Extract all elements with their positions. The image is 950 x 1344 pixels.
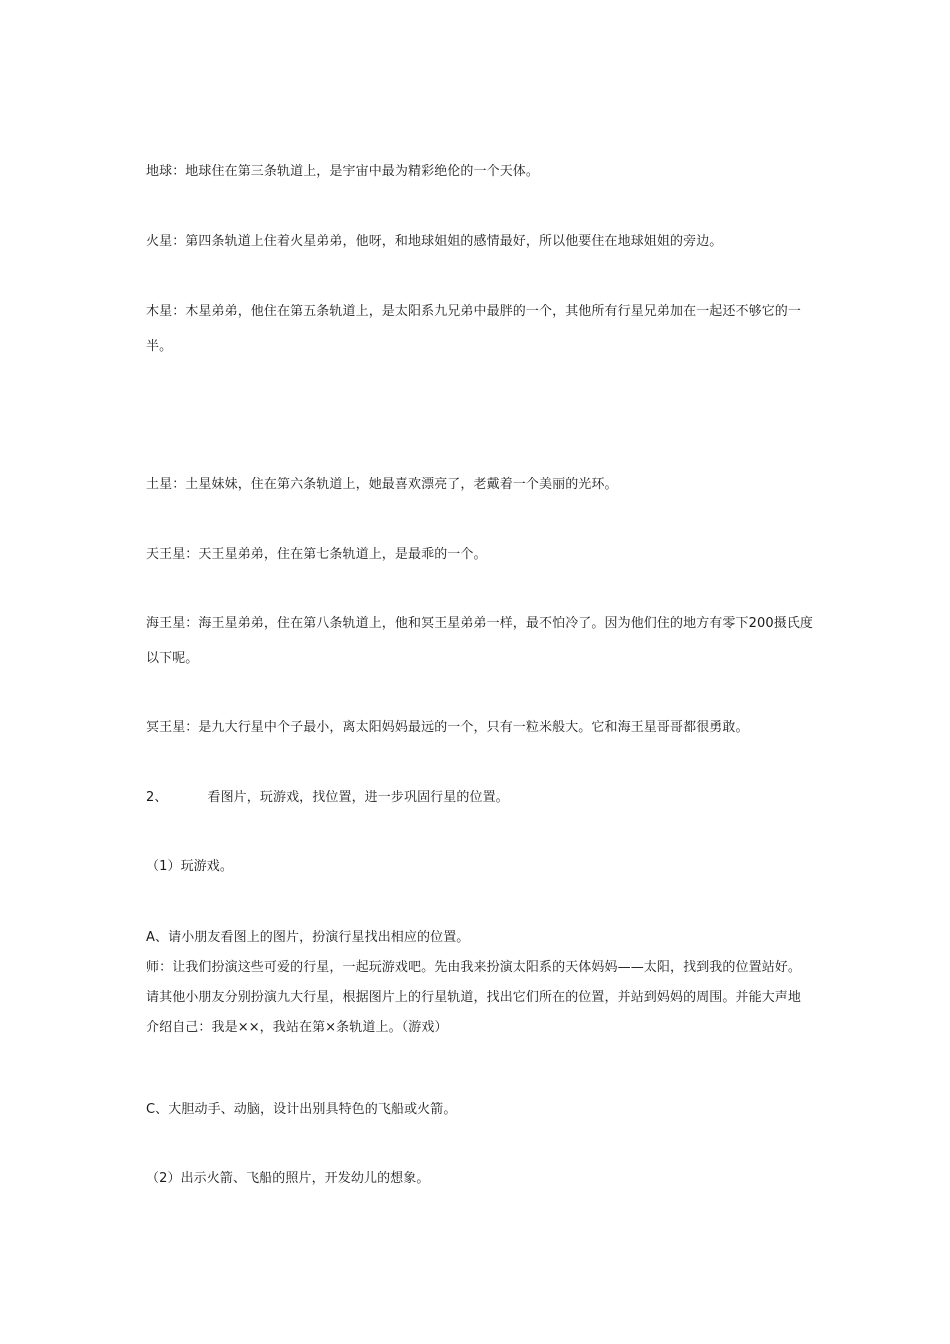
paragraph-pluto: 冥王星：是九大行星中个子最小，离太阳妈妈最远的一个，只有一粒米般大。它和海王星哥哥都很勇敢。 xyxy=(146,720,749,735)
section-2-heading xyxy=(146,780,814,815)
section-2-number: 2、 xyxy=(146,790,168,805)
section-2-text: 看图片，玩游戏，找位置，进一步巩固行星的位置。 xyxy=(207,790,509,805)
paragraph-neptune: 海王星：海王星弟弟，住在第八条轨道上，他和冥王星弟弟一样，最不怕冷了。因为他们住的地方有零下200摄氏度以下呢。 xyxy=(146,616,814,666)
game-heading: （1）玩游戏。 xyxy=(146,859,233,874)
teacher-paragraph: 师：让我们扮演这些可爱的行星，一起玩游戏吧。先由我来扮演太阳系的天体妈妈——太阳，找到我的位置站好。请其他小朋友分别扮演九大行星，根据图片上的行星轨道，找出它们所在的位置，并站到妈妈的周围。并能大声地介绍自己：我是××，我站在第×条轨道上。（游戏） xyxy=(146,960,802,1035)
item-c: C、大胆动手、动脑，设计出别具特色的飞船或火箭。 xyxy=(146,1102,457,1117)
paragraph-jupiter: 木星：木星弟弟，他住在第五条轨道上，是太阳系九兄弟中最胖的一个，其他所有行星兄弟加在一起还不够它的一半。 xyxy=(146,304,802,354)
paragraph-mars: 火星：第四条轨道上住着火星弟弟，他呀，和地球姐姐的感情最好，所以他要住在地球姐姐的旁边。 xyxy=(146,234,723,249)
item-a: A、请小朋友看图上的图片，扮演行星找出相应的位置。 xyxy=(146,930,470,945)
rocket-heading: （2）出示火箭、飞船的照片，开发幼儿的想象。 xyxy=(146,1171,430,1186)
paragraph-earth: 地球：地球住在第三条轨道上，是宇宙中最为精彩绝伦的一个天体。 xyxy=(146,164,540,179)
paragraph-saturn: 土星：土星妹妹，住在第六条轨道上，她最喜欢漂亮了，老戴着一个美丽的光环。 xyxy=(146,477,618,492)
paragraph-uranus: 天王星：天王星弟弟，住在第七条轨道上，是最乖的一个。 xyxy=(146,547,487,562)
